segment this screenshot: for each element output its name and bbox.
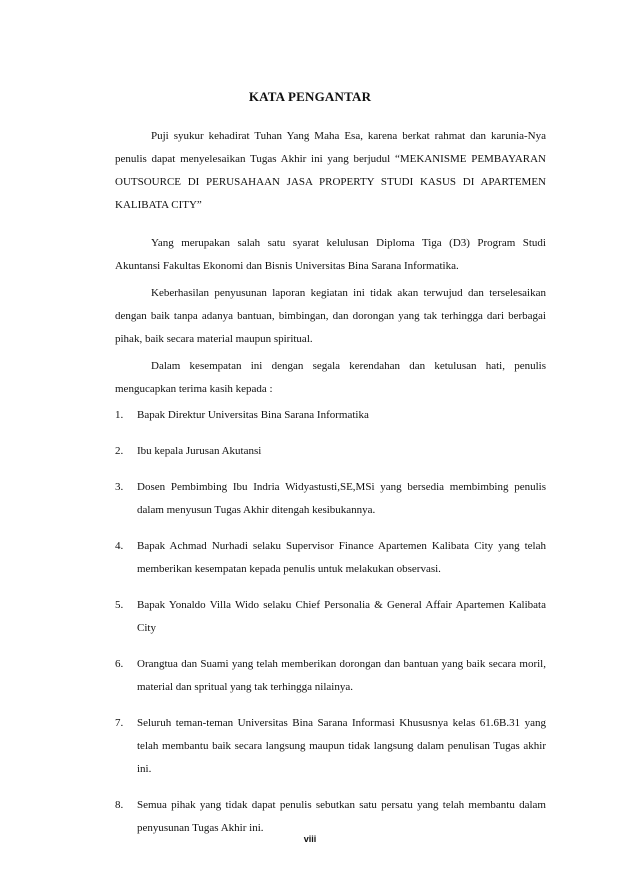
list-item-number: 6. xyxy=(115,658,124,670)
paragraph-thanks xyxy=(115,355,546,401)
list-item-text: Ibu kepala Jurusan Akutansi xyxy=(137,445,262,457)
list-item-number: 4. xyxy=(115,540,124,552)
list-item-text: Semua pihak yang tidak dapat penulis sebutkan satu persatu yang telah membantu dalam penyusunan Tugas Akhir ini. xyxy=(137,799,546,834)
page-number: viii xyxy=(303,834,317,844)
list-item-number: 7. xyxy=(115,717,124,729)
list-item-number: 8. xyxy=(115,799,124,811)
list-item-text: Bapak Achmad Nurhadi selaku Supervisor Finance Apartemen Kalibata City yang telah memberikan kesempatan kepada penulis untuk melakukan observasi. xyxy=(137,540,546,575)
list-item xyxy=(115,404,546,427)
list-item xyxy=(115,476,546,522)
list-item-text: Dosen Pembimbing Ibu Indria Widyastusti,SE,MSi yang bersedia membimbing penulis dalam menyusun Tugas Akhir ditengah kesibukannya. xyxy=(137,481,546,516)
list-item-text: Seluruh teman-teman Universitas Bina Sarana Informasi Khususnya kelas 61.6B.31 yang telah membantu baik secara langsung maupun tidak langsung dalam penulisan Tugas akhir ini. xyxy=(137,717,546,775)
paragraph-intro xyxy=(115,125,546,217)
paragraph-text: Dalam kesempatan ini dengan segala kerendahan dan ketulusan hati, penulis mengucapkan terima kasih kepada : xyxy=(115,360,546,395)
list-item-text: Bapak Yonaldo Villa Wido selaku Chief Personalia & General Affair Apartemen Kalibata City xyxy=(137,599,546,634)
list-item-number: 2. xyxy=(115,445,124,457)
list-item xyxy=(115,712,546,781)
list-item-text: Orangtua dan Suami yang telah memberikan dorongan dan bantuan yang baik secara moril, material dan spritual yang tak terhingga nilainya. xyxy=(137,658,546,693)
list-item xyxy=(115,653,546,699)
list-item-number: 5. xyxy=(115,599,124,611)
paragraph-text: Keberhasilan penyusunan laporan kegiatan ini tidak akan terwujud dan terselesaikan dengan baik tanpa adanya bantuan, bimbingan, dan dorongan yang tak terhingga dari berbagai pihak, baik secara material maupun spiritual. xyxy=(115,287,546,345)
paragraph-text: Puji syukur kehadirat Tuhan Yang Maha Esa, karena berkat rahmat dan karunia-Nya penulis dapat menyelesaikan Tugas Akhir ini yang berjudul “MEKANISME PEMBAYARAN OUTSOURCE DI PERUSAHAAN JASA PROPERTY STUDI KASUS DI APARTEMEN KALIBATA CITY” xyxy=(115,130,546,211)
list-item-number: 1. xyxy=(115,409,124,421)
paragraph-success xyxy=(115,282,546,351)
list-item-number: 3. xyxy=(115,481,124,493)
paragraph-text: Yang merupakan salah satu syarat kelulusan Diploma Tiga (D3) Program Studi Akuntansi Fakultas Ekonomi dan Bisnis Universitas Bina Sarana Informatika. xyxy=(115,237,546,272)
list-item-text: Bapak Direktur Universitas Bina Sarana Informatika xyxy=(137,409,369,421)
list-item xyxy=(115,535,546,581)
list-item xyxy=(115,440,546,463)
list-item xyxy=(115,594,546,640)
acknowledgement-list xyxy=(115,404,546,853)
paragraph-requirement xyxy=(115,232,546,278)
page-title: KATA PENGANTAR xyxy=(248,89,372,104)
